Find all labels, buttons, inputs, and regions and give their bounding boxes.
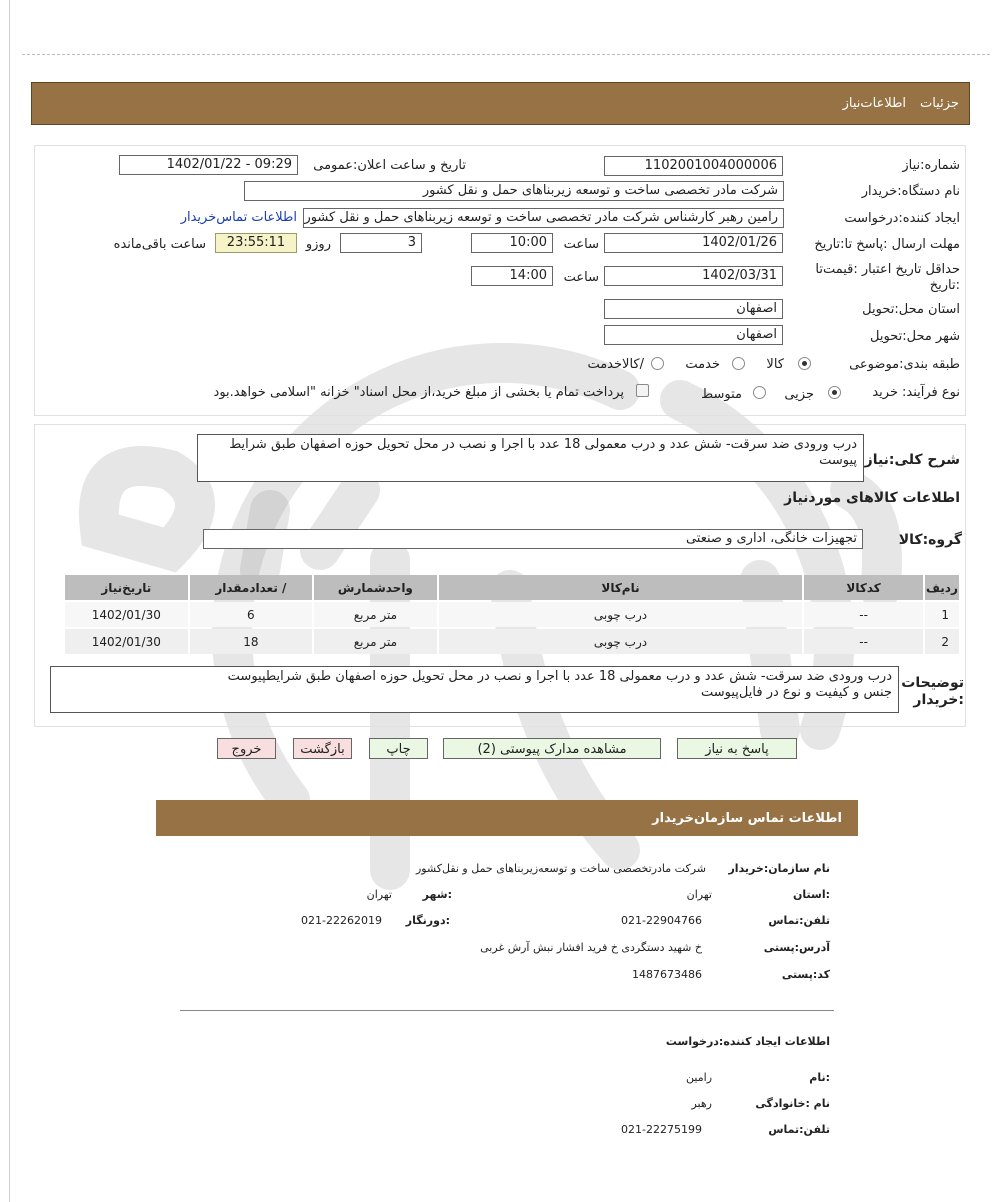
buyer-notes-field xyxy=(50,666,899,713)
buyer-notes-line-1: درب ورودی ضد سرقت- شش عدد و درب معمولی 18 عدد با اجرا و نصب در محل تحویل حوزه اصفهان طبق شرایطپیوست xyxy=(227,669,892,684)
buyer-label: نام دستگاه:خریدار xyxy=(861,184,960,199)
category-goods-label: کالا xyxy=(766,357,784,372)
process-medium-radio[interactable] xyxy=(753,386,766,399)
process-buy-label: خرید xyxy=(872,385,898,400)
process-minor-radio[interactable] xyxy=(828,386,841,399)
category-goods-service-radio[interactable] xyxy=(651,357,664,370)
org-fax-value: 021-22262019 xyxy=(301,914,382,927)
org-address-label: آدرس:پستی xyxy=(763,941,830,954)
province-label: استان محل:تحویل xyxy=(862,302,960,317)
back-button[interactable]: بازگشت xyxy=(293,738,352,759)
remaining-label: ساعت باقی‌مانده xyxy=(113,237,206,252)
buyer-field: شرکت مادر تخصصی ساخت و توسعه زیربناهای حمل و نقل کشور xyxy=(244,181,784,201)
remaining-timer: 23:55:11 xyxy=(215,233,297,253)
col-date: تاریخ‌نیاز xyxy=(65,575,188,600)
org-city-label: :شهر xyxy=(422,888,452,901)
validity-label-1: حداقل تاریخ اعتبار :قیمت‌تا xyxy=(815,262,960,277)
org-postal-label: کد:پستی xyxy=(781,968,830,981)
requester-first-value: رامین xyxy=(686,1071,712,1084)
org-contact-title-bar: اطلاعات تماس سازمان‌خریدار xyxy=(156,800,858,836)
validity-time-label: ساعت xyxy=(563,270,599,285)
items-table xyxy=(63,573,961,656)
cell-date: 1402/01/30 xyxy=(65,602,188,627)
validity-time-field: 14:00 xyxy=(471,266,553,286)
requester-last-label: نام :خانوادگی xyxy=(755,1097,830,1110)
requester-phone-value: 021-22275199 xyxy=(621,1123,702,1136)
deadline-label: مهلت ارسال :پاسخ تا:تاریخ xyxy=(814,237,960,252)
org-city-value: تهران xyxy=(366,888,392,901)
items-table-header xyxy=(65,575,959,600)
org-name-label: نام سازمان:خریدار xyxy=(728,862,830,875)
cell-name: درب چوبی xyxy=(439,629,803,654)
org-province-value: تهران xyxy=(686,888,712,901)
col-qty: / تعدادمقدار xyxy=(190,575,313,600)
category-service-radio[interactable] xyxy=(732,357,745,370)
org-postal-value: 1487673486 xyxy=(632,968,702,981)
requester-phone-label: تلفن:تماس xyxy=(768,1123,830,1136)
category-goods-radio[interactable] xyxy=(798,357,811,370)
process-medium-label: متوسط xyxy=(701,387,742,402)
reply-button[interactable]: پاسخ به نیاز xyxy=(677,738,797,759)
view-attachments-button[interactable]: مشاهده مدارک پیوستی (2) xyxy=(443,738,661,759)
page-left-border xyxy=(9,0,10,1202)
cell-name: درب چوبی xyxy=(439,602,803,627)
deadline-date-field: 1402/01/26 xyxy=(604,233,783,253)
validity-label-2: :تاریخ xyxy=(929,278,960,293)
deadline-time-field: 10:00 xyxy=(471,233,553,253)
creator-label: ایجاد کننده:درخواست xyxy=(844,211,960,226)
requester-last-value: رهبر xyxy=(691,1097,712,1110)
cell-qty: 6 xyxy=(190,602,313,627)
announce-date-field: 1402/01/22 - 09:29 xyxy=(119,155,298,175)
top-divider xyxy=(22,54,990,55)
goods-group-label: گروه:کالا xyxy=(898,532,962,548)
deadline-time-label: ساعت xyxy=(563,237,599,252)
org-province-label: :استان xyxy=(793,888,830,901)
category-goods-service-label: /کالاخدمت xyxy=(587,357,644,372)
description-field: درب ورودی ضد سرقت- شش عدد و درب معمولی 18 عدد با اجرا و نصب در محل تحویل حوزه اصفهان طبق شرایط پیوست xyxy=(197,434,864,482)
city-field: اصفهان xyxy=(604,325,783,345)
cell-qty: 18 xyxy=(190,629,313,654)
goods-group-field: تجهیزات خانگی، اداری و صنعتی xyxy=(203,529,863,549)
city-label: شهر محل:تحویل xyxy=(870,329,960,344)
need-number-label: شماره:نیاز xyxy=(902,158,960,173)
process-label: نوع فرآیند: xyxy=(902,385,960,400)
cell-code: -- xyxy=(804,629,923,654)
province-field: اصفهان xyxy=(604,299,783,319)
page-title-bar xyxy=(31,82,970,125)
days-label: روزو xyxy=(305,237,331,252)
creator-field: رامین رهبر کارشناس شرکت مادر تخصصی ساخت و توسعه زیربناهای حمل و نقل کشور xyxy=(303,208,784,228)
section-divider xyxy=(180,1010,834,1011)
org-name-value: شرکت مادرتخصصی ساخت و توسعه‌زیربناهای حمل و نقل‌کشور xyxy=(415,862,706,875)
col-name: نام‌کالا xyxy=(439,575,803,600)
description-label: شرح کلی:نیاز xyxy=(864,452,960,468)
org-fax-label: :دورنگار xyxy=(405,914,450,927)
requester-title: اطلاعات ایجاد کننده:درخواست xyxy=(665,1035,830,1048)
col-row-no: ردیف xyxy=(925,575,959,600)
org-phone-value: 021-22904766 xyxy=(621,914,702,927)
cell-unit: متر مربع xyxy=(314,629,437,654)
category-service-label: خدمت xyxy=(685,357,720,372)
cell-row-no: 1 xyxy=(925,602,959,627)
buyer-notes-label-1: توضیحات xyxy=(901,675,964,691)
tab-need-info[interactable]: اطلاعات‌نیاز xyxy=(842,96,907,111)
table-row xyxy=(65,629,959,654)
announce-date-label: تاریخ و ساعت اعلان:عمومی xyxy=(313,158,466,173)
org-address-value: خ شهید دستگردی خ فرید افشار نبش آرش غربی xyxy=(480,941,702,954)
col-unit: واحدشمارش xyxy=(314,575,437,600)
print-button[interactable]: چاپ xyxy=(369,738,428,759)
goods-section-title: اطلاعات کالاهای موردنیاز xyxy=(784,490,960,506)
buyer-contact-link[interactable]: اطلاعات تماس‌خریدار xyxy=(180,210,297,225)
validity-date-field: 1402/03/31 xyxy=(604,266,783,286)
treasury-payment-note: پرداخت تمام یا بخشی از مبلغ خرید،از محل اسناد" خزانه "اسلامی خواهد.بود xyxy=(213,385,624,400)
days-field: 3 xyxy=(340,233,422,253)
treasury-payment-checkbox[interactable] xyxy=(636,384,649,397)
requester-first-label: :نام xyxy=(809,1071,830,1084)
tab-details[interactable]: جزئیات xyxy=(920,96,959,111)
cell-row-no: 2 xyxy=(925,629,959,654)
category-label: طبقه بندی:موضوعی xyxy=(849,357,960,372)
need-number-field: 1102001004000006 xyxy=(604,156,783,176)
exit-button[interactable]: خروج xyxy=(217,738,276,759)
cell-unit: متر مربع xyxy=(314,602,437,627)
table-row xyxy=(65,602,959,627)
buyer-notes-line-2: جنس و کیفیت و نوع در فایل‌پیوست xyxy=(701,685,892,700)
org-phone-label: تلفن:تماس xyxy=(768,914,830,927)
cell-code: -- xyxy=(804,602,923,627)
cell-date: 1402/01/30 xyxy=(65,629,188,654)
col-code: کدکالا xyxy=(804,575,923,600)
buyer-notes-label-2: :خریدار xyxy=(913,692,964,708)
process-minor-label: جزیی xyxy=(784,387,814,402)
